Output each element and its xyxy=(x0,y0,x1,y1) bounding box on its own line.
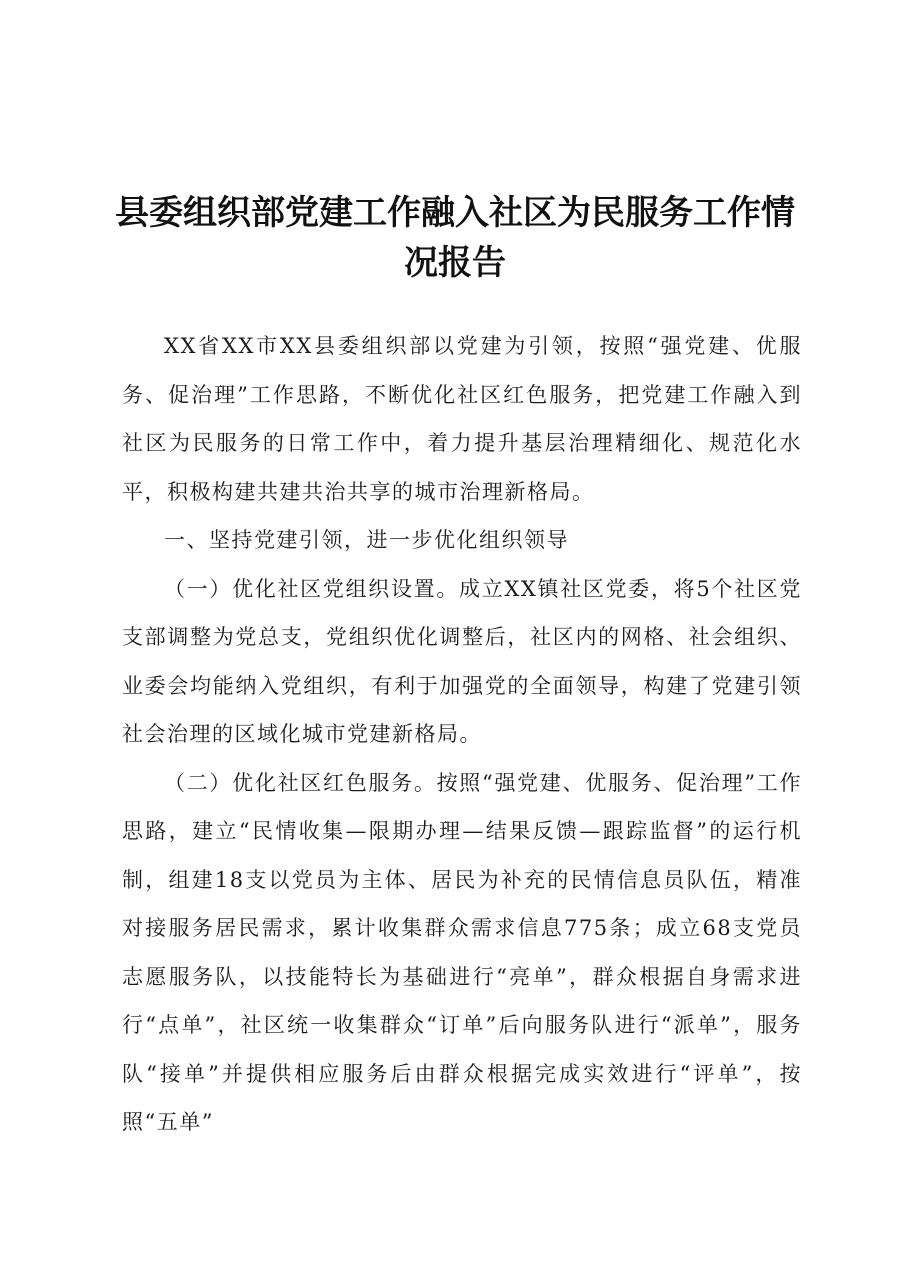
document-title: 县委组织部党建工作融入社区为民服务工作情况报告 xyxy=(115,193,795,283)
paragraph-subsection-1: （一）优化社区党组织设置。成立XX镇社区党委，将5个社区党支部调整为党总支，党组织优化调整后，社区内的网格、社会组织、业委会均能纳入党组织，有利于加强党的全面领导，构建了党建引领社会治理的区域化城市党建新格局。 xyxy=(122,576,802,746)
paragraph-subsection-2: （二）优化社区红色服务。按照“强党建、优服务、促治理”工作思路，建立“民情收集—限期办理—结果反馈—跟踪监督”的运行机制，组建18支以党员为主体、居民为补充的民情信息员队伍，精准对接服务居民需求，累计收集群众需求信息775条；成立68支党员志愿服务队，以技能特长为基础进行“亮单”，群众根据自身需求进行“点单”，社区统一收集群众“订单”后向服务队进行“派单”，服务队“接单”并提供相应服务后由群众根据完成实效进行“评单”，按照“五单” xyxy=(122,770,802,1134)
document-body xyxy=(122,322,802,1147)
section-heading-1: 一、坚持党建引领，进一步优化组织领导 xyxy=(164,528,569,552)
paragraph-intro: XX省XX市XX县委组织部以党建为引领，按照“强党建、优服务、促治理”工作思路，不断优化社区红色服务，把党建工作融入到社区为民服务的日常工作中，着力提升基层治理精细化、规范化水平，积极构建共建共治共享的城市治理新格局。 xyxy=(122,334,802,504)
